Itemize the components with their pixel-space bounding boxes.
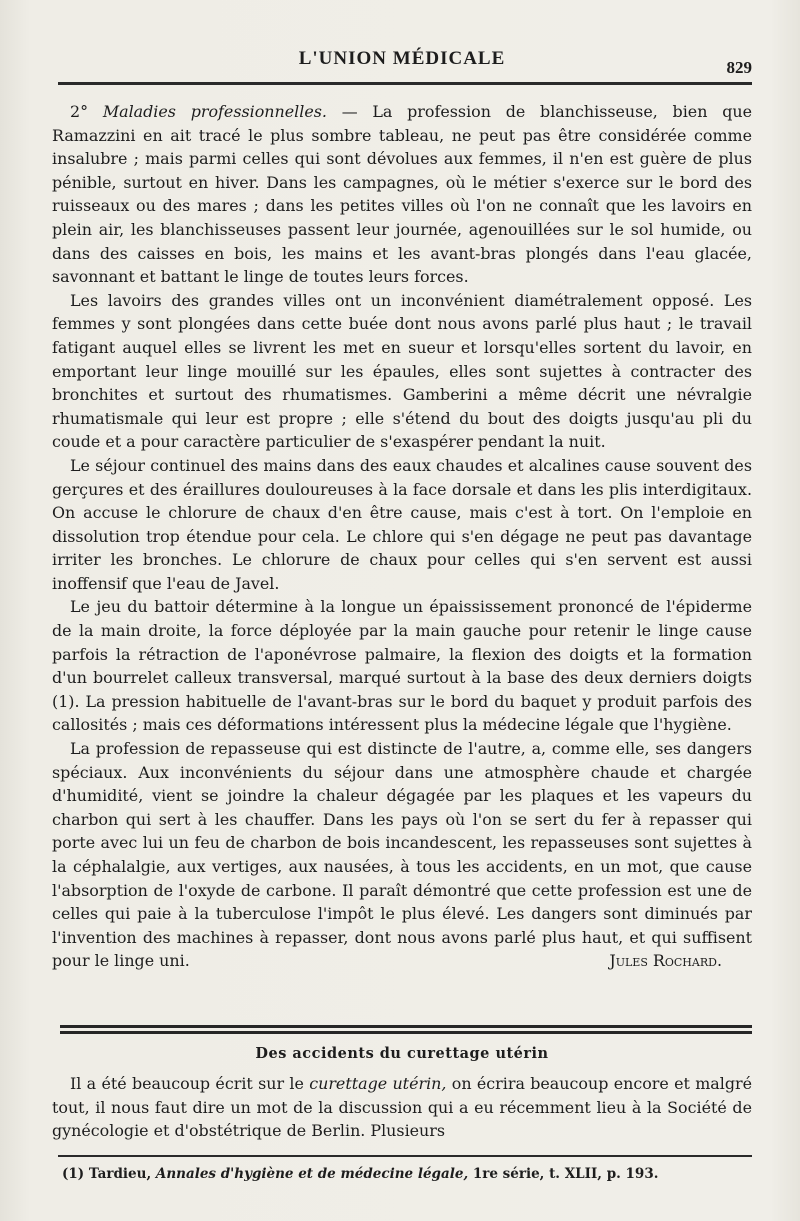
section-body: [52, 1072, 752, 1143]
paragraph-1: [52, 100, 752, 289]
section-text-italic: curettage utérin,: [309, 1074, 447, 1093]
paragraph-2: Les lavoirs des grandes villes ont un inconvénient diamétralement opposé. Les femmes y sont plongées dans cette buée dont nous avons parlé plus haut ; le travail fatigant auquel elles se livrent les met en sueur et lorsqu'elles sortent du lavoir, en emportant leur linge mouillé sur les épaules, elles sont sujettes à contracter des bronchites et surtout des rhumatismes. Gamberini a même décrit une névralgie rhumatismale qui leur est propre ; elle s'étend du bout des doigts jusqu'au pli du coude et a pour caractère particulier de s'exaspérer pendant la nuit.: [52, 290, 752, 452]
footnote: [62, 1165, 752, 1183]
running-title: L'UNION MÉDICALE: [298, 48, 506, 69]
paragraph-1-lead: 2°: [70, 102, 103, 121]
article-body: [52, 100, 752, 973]
paragraph-5-text: La profession de repasseuse qui est distincte de l'autre, a, comme elle, ses dangers spéciaux. Aux inconvénients du séjour dans une atmosphère chaude et chargée d'humidité, vient se joindre la chaleur dégagée par les plaques et les vapeurs du charbon qui sert à les chauffer. Dans les pays où l'on se sert du fer à repasser qui porte avec lui un feu de charbon de bois incandescent, les repasseuses sont sujettes à la céphalalgie, aux vertiges, aux nausées, à tous les accidents, en un mot, que cause l'absorption de l'oxyde de carbone. Il paraît démontré que cette profession est une de celles qui paie à la tuberculose l'impôt le plus élevé. Les dangers sont diminués par l'invention des machines à repasser, dont nous avons parlé plus haut, et qui suffisent pour le linge uni.: [52, 739, 752, 971]
footnote-end: 1re série, t. XLII, p. 193.: [468, 1166, 659, 1182]
section-text-start: Il a été beaucoup écrit sur le: [70, 1074, 310, 1093]
paragraph-5: [52, 737, 752, 973]
footnote-title: Annales d'hygiène et de médecine légale,: [155, 1166, 469, 1182]
section-divider: [60, 1025, 752, 1028]
footnote-start: (1) Tardieu,: [62, 1166, 156, 1182]
footnote-rule: [58, 1155, 752, 1157]
paragraph-1-text: — La profession de blanchisseuse, bien que Ramazzini en ait tracé le plus sombre tableau, ne peut pas être considérée comme insalubre ; mais parmi celles qui sont dévolues aux femmes, il n'en est guère de plus pénible, surtout en hiver. Dans les campagnes, où le métier s'exerce sur le bord des ruisseaux ou des mares ; dans les petites villes où l'on ne connaît que les lavoirs en plein air, les blanchisseuses passent leur journée, agenouillées sur le sol humide, ou dans des caisses en bois, les mains et les avant-bras plongés dans l'eau glacée, savonnant et battant le linge de toutes leurs forces.: [52, 102, 753, 287]
paragraph-3: Le séjour continuel des mains dans des eaux chaudes et alcalines cause souvent des gerçures et des éraillures douloureuses à la face dorsale et dans les plis interdigitaux. On accuse le chlorure de chaux d'en être cause, mais c'est à tort. On l'emploie en dissolution trop étendue pour cela. Le chlore qui s'en dégage ne peut pas davantage irriter les bronches. Le chlorure de chaux pour celles qui s'en servent est aussi inoffensif que l'eau de Javel.: [52, 455, 752, 593]
page-number: 829: [726, 58, 752, 77]
running-header: [52, 0, 752, 77]
paragraph-4: Le jeu du battoir détermine à la longue un épaississement prononcé de l'épiderme de la main droite, la force déployée par la main gauche pour retenir le linge cause parfois la rétraction de l'aponévrose palmaire, la flexion des doigts et la formation d'un bourrelet calleux transversal, marqué surtout à la base des deux derniers doigts (1). La pression habituelle de l'avant-bras sur le bord du baquet y produit parfois des callosités ; mais ces déformations intéressent plus la médecine légale que l'hygiène.: [52, 597, 752, 735]
section-text-end: on écrira beaucoup encore et malgré tout, il nous faut dire un mot de la discussion qui a eu récemment lieu à la Société de gynécologie et d'obstétrique de Berlin. Plusieurs: [52, 1074, 753, 1141]
header-rule: [58, 82, 752, 85]
author-signature: Jules Rochard.: [609, 951, 722, 971]
section-paragraph-1: [52, 1072, 752, 1143]
section-title: Des accidents du curettage utérin: [255, 1045, 549, 1062]
section-heading-italic: Maladies professionnelles.: [102, 102, 327, 121]
